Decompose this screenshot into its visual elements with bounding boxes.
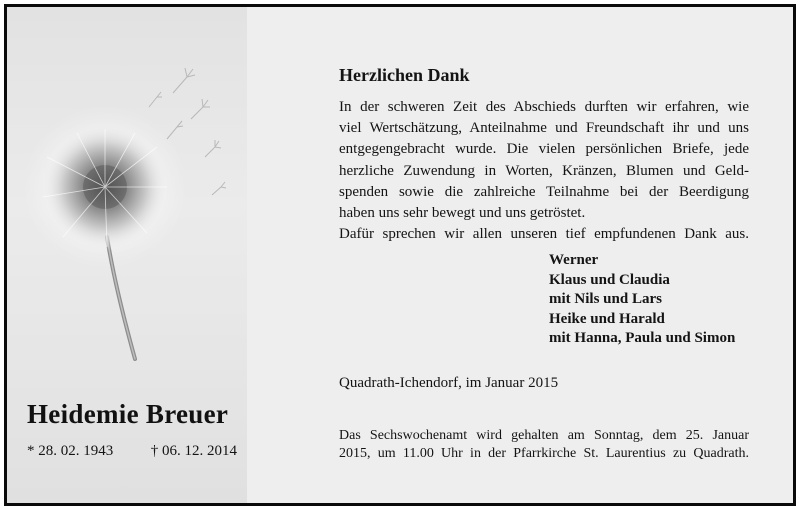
message-line: Dafür sprechen wir allen unseren tief empfundenen Dank aus.: [339, 226, 749, 243]
signature-line: Klaus und Claudia: [549, 271, 670, 288]
death-date: † 06. 12. 2014: [150, 443, 237, 459]
notice-line: Das Sechswochenamt wird gehalten am Sonntag, dem 25. Januar: [339, 428, 749, 443]
dandelion-icon: [7, 37, 247, 367]
signature-line: mit Nils und Lars: [549, 291, 662, 308]
message-line: haben uns sehr bewegt und uns getröstet.: [339, 205, 586, 222]
birth-date: * 28. 02. 1943: [27, 443, 114, 459]
message-line: herzliche Zuwendung in Worten, Kränzen, Blumen und Geld-: [339, 162, 749, 179]
memorial-notice: [339, 427, 749, 463]
text-panel: [247, 7, 793, 503]
place-and-date: Quadrath-Ichendorf, im Januar 2015: [339, 375, 559, 391]
message-line: spenden sowie die zahlreiche Teilnahme bei der Beerdigung: [339, 183, 749, 200]
thanks-message: [339, 97, 749, 245]
notice-line: 2015, um 11.00 Uhr in der Pfarrkirche St. Laurentius zu Quadrath.: [339, 446, 749, 461]
family-signatures: [549, 251, 735, 349]
signature-line: mit Hanna, Paula und Simon: [549, 330, 736, 347]
obituary-card: [4, 4, 796, 506]
thanks-heading: Herzlichen Dank: [339, 65, 470, 85]
message-line: In der schweren Zeit des Abschieds durften wir erfahren, wie: [339, 99, 749, 115]
deceased-name: Heidemie Breuer: [27, 399, 229, 429]
photo-panel: [7, 7, 247, 503]
signature-line: Werner: [549, 252, 599, 268]
life-dates: [27, 443, 237, 460]
signature-line: Heike und Harald: [549, 310, 665, 327]
message-line: viel Wertschätzung, Anteilnahme und Freundschaft ihr und uns: [339, 120, 749, 137]
message-line: entgegengebracht wurde. Die vielen persönlichen Briefe, jede: [339, 141, 749, 158]
